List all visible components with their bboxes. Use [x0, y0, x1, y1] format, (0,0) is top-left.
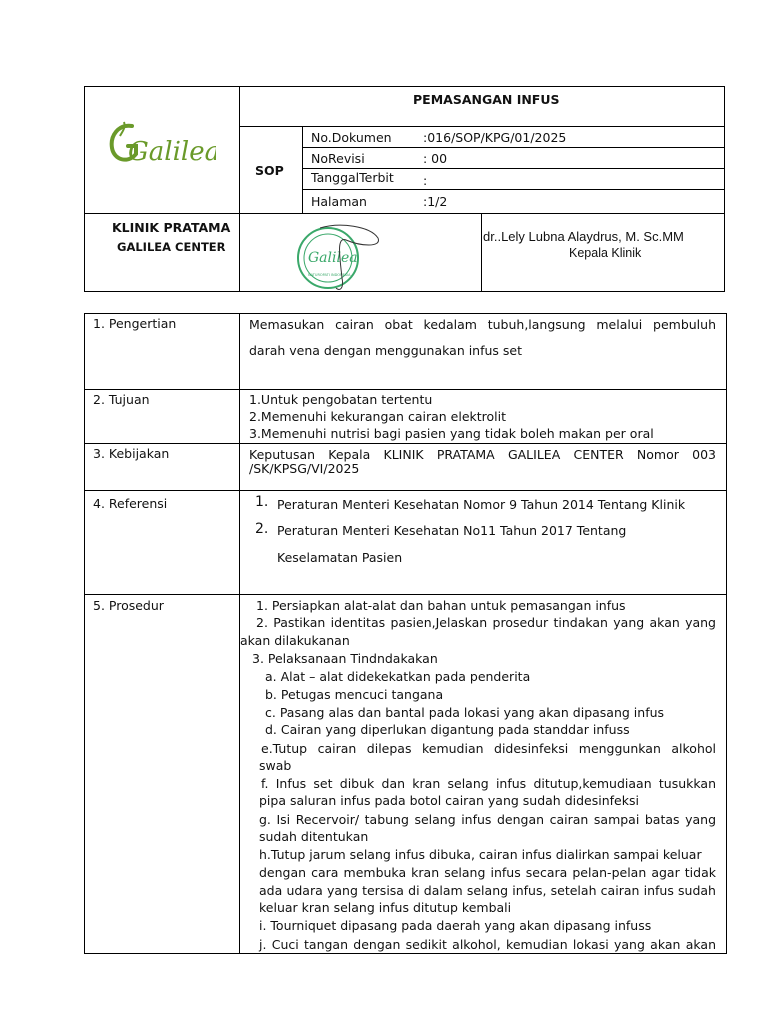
signer-name: dr..Lely Lubna Alaydrus, M. Sc.MM	[483, 229, 684, 244]
prosedur-line: pipa saluran infus pada botol cairan yang sudah didesinfeksi	[259, 793, 639, 808]
prosedur-line: 3. Pelaksanaan Tindndakakan	[252, 651, 438, 666]
referensi-item: Peraturan Menteri Kesehatan No11 Tahun 2017 Tentang	[277, 523, 627, 538]
section-label-kebijakan: 3. Kebijakan	[93, 446, 170, 461]
table-divider	[84, 490, 727, 491]
prosedur-line: ada udara yang tersisa di dalam selang infus, setelah cairan infus sudah	[259, 883, 716, 898]
header-divider	[302, 147, 725, 148]
header-divider	[239, 86, 240, 292]
referensi-number: 1.	[255, 494, 269, 510]
document-title: PEMASANGAN INFUS	[413, 92, 560, 107]
meta-value-terbit: :	[423, 173, 428, 188]
prosedur-line: b. Petugas mencuci tangana	[265, 687, 444, 702]
section-label-tujuan: 2. Tujuan	[93, 392, 150, 407]
referensi-item: Peraturan Menteri Kesehatan Nomor 9 Tahun 2014 Tentang Klinik	[277, 497, 686, 512]
header-divider	[302, 126, 303, 214]
prosedur-line: dengan cara membuka kran selang infus secara pelan-pelan agar tidak	[259, 865, 716, 880]
referensi-number: 2.	[255, 521, 269, 537]
prosedur-line: j. Cuci tangan dengan sedikit alkohol, kemudian lokasi yang akan akan	[259, 937, 716, 952]
meta-value-dokumen: :016/SOP/KPG/01/2025	[423, 130, 567, 145]
prosedur-line: c. Pasang alas dan bantal pada lokasi yang akan dipasang infus	[265, 705, 665, 720]
prosedur-line: h.Tutup jarum selang infus dibuka, cairan infus dialirkan sampai keluar	[259, 847, 702, 862]
section-label-referensi: 4. Referensi	[93, 496, 168, 511]
section-label-pengertian: 1. Pengertian	[93, 316, 177, 331]
header-divider	[481, 213, 482, 292]
prosedur-line: g. Isi Recervoir/ tabung selang infus dengan cairan sampai batas yang	[259, 812, 716, 827]
prosedur-line: 1. Persiapkan alat-alat dan bahan untuk pemasangan infus	[256, 598, 626, 613]
header-divider	[302, 168, 725, 169]
pengertian-line1: Memasukan cairan obat kedalam tubuh,langsung melalui pembuluh	[249, 317, 716, 332]
meta-value-halaman: :1/2	[423, 194, 448, 209]
pengertian-line2: darah vena dengan menggunakan infus set	[249, 343, 523, 358]
prosedur-line: a. Alat – alat didekekatkan pada penderita	[265, 669, 531, 684]
meta-label-dokumen: No.Dokumen	[311, 130, 392, 145]
prosedur-line: akan dilakukanan	[240, 633, 350, 648]
stamp-text: Galilea	[308, 250, 358, 266]
tujuan-item: 2.Memenuhi kekurangan cairan elektrolit	[249, 409, 507, 424]
prosedur-line: i. Tourniquet dipasang pada daerah yang akan dipasang infuss	[259, 918, 652, 933]
prosedur-line: sudah ditentukan	[259, 829, 369, 844]
header-divider	[84, 213, 725, 214]
clinic-name-line2: GALILEA CENTER	[117, 240, 226, 254]
prosedur-line: d. Cairan yang diperlukan digantung pada standdar infuss	[265, 722, 630, 737]
meta-label-halaman: Halaman	[311, 194, 367, 209]
clinic-name-line1: KLINIK PRATAMA	[112, 220, 231, 235]
tujuan-item: 3.Memenuhi nutrisi bagi pasien yang tidak boleh makan per oral	[249, 426, 654, 441]
meta-value-revisi: : 00	[423, 151, 448, 166]
referensi-continuation: Keselamatan Pasien	[277, 550, 403, 565]
logo-text: Galilea	[128, 137, 216, 167]
prosedur-line: keluar kran selang infus ditutup kembali	[259, 900, 512, 915]
prosedur-line: swab	[259, 758, 292, 773]
prosedur-line: e.Tutup cairan dilepas kemudian didesinfeksi menggunkan alkohol	[261, 741, 716, 756]
clinic-stamp	[290, 218, 390, 294]
signer-title: Kepala Klinik	[569, 246, 642, 260]
section-label-prosedur: 5. Prosedur	[93, 598, 164, 613]
kebijakan-line1: Keputusan Kepala KLINIK PRATAMA GALILEA CENTER Nomor 003	[249, 447, 716, 462]
kebijakan-line2: /SK/KPSG/VI/2025	[249, 461, 360, 476]
stamp-ring-text: NATUROPATI INDONESIA	[308, 273, 351, 277]
table-divider	[84, 389, 727, 390]
sop-label: SOP	[255, 163, 284, 178]
meta-label-revisi: NoRevisi	[311, 151, 365, 166]
galilea-logo	[106, 118, 216, 170]
table-divider	[84, 594, 727, 595]
header-divider	[302, 189, 725, 190]
prosedur-line: 2. Pastikan identitas pasien,Jelaskan prosedur tindakan yang akan yang	[256, 615, 716, 630]
header-divider	[239, 126, 725, 127]
prosedur-line: f. Infus set dibuk dan kran selang infus ditutup,kemudiaan tusukkan	[261, 776, 716, 791]
meta-label-terbit: TanggalTerbit	[311, 170, 394, 185]
table-divider	[84, 443, 727, 444]
tujuan-item: 1.Untuk pengobatan tertentu	[249, 392, 433, 407]
